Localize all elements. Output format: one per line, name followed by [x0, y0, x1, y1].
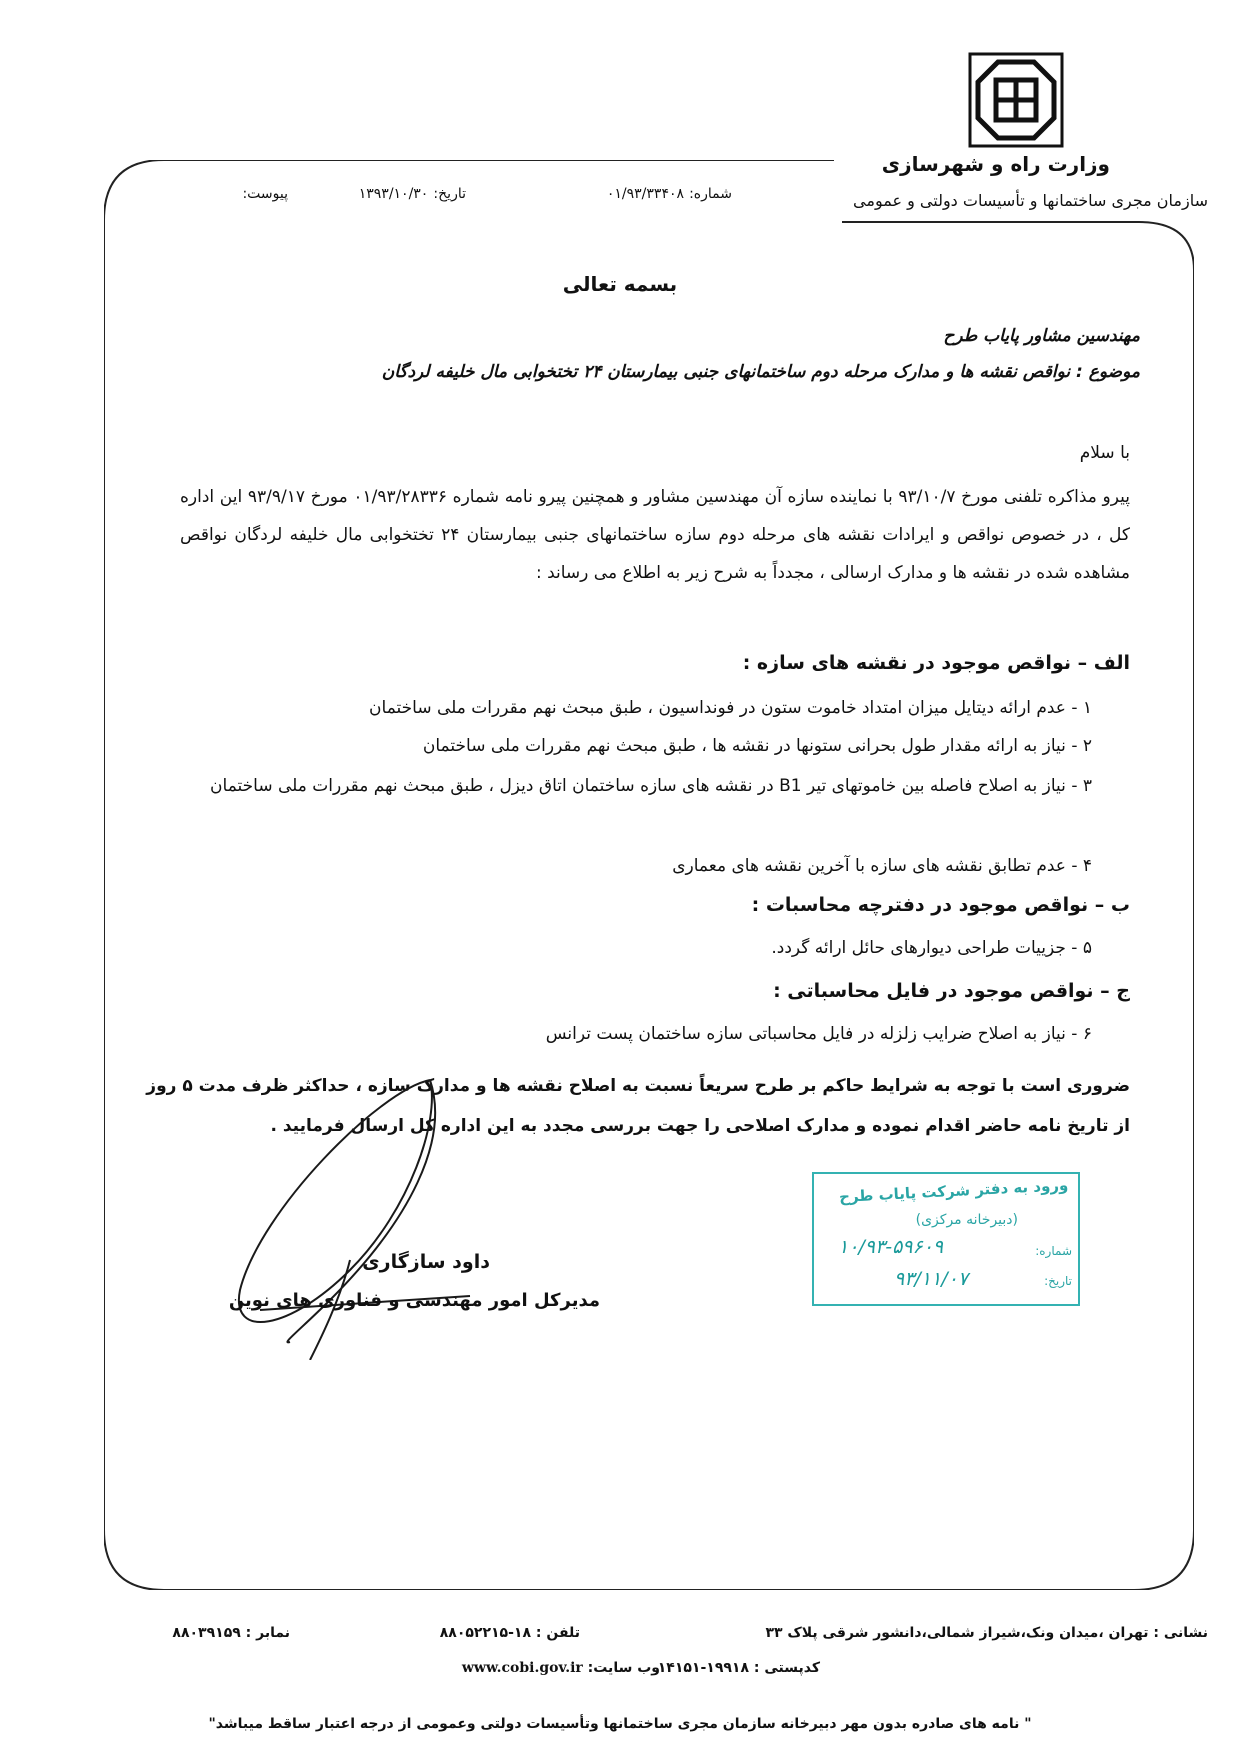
list-item: ۵ - جزییات طراحی دیوارهای حائل ارائه گردد.: [771, 938, 1092, 958]
stamp-date-value: ۹۳/۱۱/۰۷: [894, 1268, 969, 1290]
phone-label: تلفن :: [535, 1625, 580, 1641]
footer-fax: [172, 1625, 290, 1641]
recipient: مهندسین مشاور پایاب طرح: [943, 326, 1140, 346]
footer-website: [462, 1660, 660, 1676]
website-link[interactable]: www.cobi.gov.ir: [461, 1660, 583, 1676]
stamp-date-label: تاریخ:: [1044, 1274, 1072, 1288]
footer-address: [765, 1625, 1208, 1641]
date-value: ۱۳۹۳/۱۰/۳۰: [358, 186, 429, 202]
section-c-heading: ج – نواقص موجود در فایل محاسباتی :: [773, 980, 1130, 1002]
stamp-number-value: ۱۰/۹۳-۵۹۶۰۹: [838, 1236, 944, 1258]
ministry-name: وزارت راه و شهرسازی: [881, 152, 1110, 176]
footer-note: " نامه های صادره بدون مهر دبیرخانه سازمان مجری ساختمانها وتأسیسات دولتی وعمومی از درجه اعتبار ساقط میباشد": [208, 1716, 1032, 1732]
letter-number: [607, 183, 732, 202]
number-label: شماره:: [689, 186, 732, 202]
receipt-stamp: [812, 1172, 1080, 1306]
list-item: ۴ - عدم تطابق نقشه های سازه با آخرین نقشه های معماری: [672, 856, 1092, 876]
letter-date: [359, 183, 466, 202]
organization-name: سازمان مجری ساختمانها و تأسیسات دولتی و عمومی: [853, 191, 1208, 210]
attachment-label: پیوست:: [242, 186, 288, 202]
number-value: ۰۱/۹۳/۳۳۴۰۸: [606, 186, 684, 202]
fax-value: ۸۸۰۳۹۱۵۹: [172, 1625, 241, 1641]
footer-phone: [440, 1625, 580, 1641]
postal-value: ۱۹۹۱۸-۱۴۱۵۱: [657, 1660, 750, 1676]
postal-label: کدپستی :: [753, 1660, 820, 1676]
date-label: تاریخ:: [433, 186, 466, 202]
stamp-number-label: شماره:: [1035, 1244, 1072, 1258]
body-paragraph: پیرو مذاکره تلفنی مورخ ۹۳/۱۰/۷ با نماینده سازه آن مهندسین مشاور و همچنین پیرو نامه شماره ۰۱/۹۳/۲۸۳۳۶ مورخ ۹۳/۹/۱۷ این اداره کل ، در خصوص نواقص و ایرادات نقشه های مرحله دوم سازه ساختمانهای جنبی بیمارستان ۲۴ تختخوابی مال خلیفه لردگان نواقص مشاهده شده در نقشه ها و مدارک ارسالی ، مجدداً به شرح زیر به اطلاع می رساند :: [180, 487, 1131, 583]
list-item: ۱ - عدم ارائه دیتایل میزان امتداد خاموت ستون در فونداسیون ، طبق مبحث نهم مقررات ملی ساختمان: [369, 698, 1092, 718]
signer-title: مدیرکل امور مهندسی و فناوری های نوین: [228, 1290, 600, 1311]
address-value: تهران ،میدان ونک،شیراز شمالی،دانشور شرقی پلاک ۳۳: [765, 1625, 1149, 1641]
fax-label: نمابر :: [245, 1625, 290, 1641]
list-item: ۶ - نیاز به اصلاح ضرایب زلزله در فایل محاسباتی سازه ساختمان پست ترانس: [545, 1024, 1092, 1044]
bismillah: بسمه تعالی: [562, 272, 678, 296]
footer-postal: [658, 1660, 820, 1676]
section-b-heading: ب – نواقص موجود در دفترچه محاسبات :: [751, 894, 1130, 916]
website-label: وب سایت:: [587, 1660, 660, 1676]
stamp-line-1: ورود به دفتر شرکت پایاب طرح: [838, 1176, 1069, 1206]
address-label: نشانی :: [1153, 1625, 1208, 1641]
phone-value: ۱۸-۸۸۰۵۲۲۱۵: [439, 1625, 531, 1641]
section-a-heading: الف – نواقص موجود در نقشه های سازه :: [742, 652, 1130, 674]
handwritten-signature: [200, 1060, 580, 1360]
closing-paragraph: ضروری است با توجه به شرایط حاکم بر طرح سریعاً نسبت به اصلاح نقشه ها و مدارک سازه ، حداکثر ظرف مدت ۵ روز از تاریخ نامه حاضر اقدام نموده و مدارک اصلاحی را جهت بررسی مجدد به این اداره کل ارسال فرمایید .: [146, 1076, 1130, 1136]
list-item: ۳ - نیاز به اصلاح فاصله بین خاموتهای تیر B1 در نقشه های سازه ساختمان اتاق دیزل ، طبق مبحث نهم مقررات ملی ساختمان: [210, 776, 1092, 796]
greeting: با سلام: [1079, 443, 1130, 463]
organization-logo: [968, 52, 1064, 148]
stamp-line-2: (دبیرخانه مرکزی): [915, 1212, 1018, 1228]
list-item: ۲ - نیاز به ارائه مقدار طول بحرانی ستونها در نقشه ها ، طبق مبحث نهم مقررات ملی ساختمان: [422, 736, 1092, 756]
subject: موضوع : نواقص نقشه ها و مدارک مرحله دوم ساختمانهای جنبی بیمارستان ۲۴ تختخوابی مال خلیفه لردگان: [381, 362, 1140, 382]
signer-name: داود سازگاری: [362, 1251, 490, 1273]
